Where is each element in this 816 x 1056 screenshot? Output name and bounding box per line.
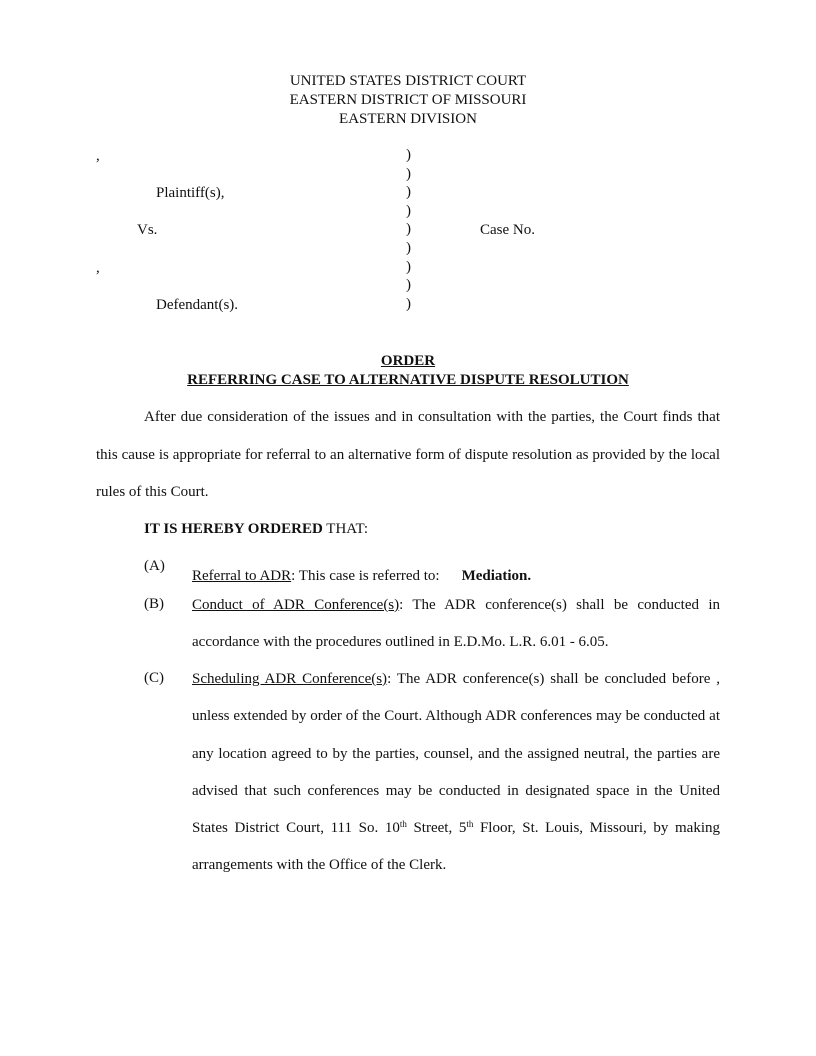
item-b-text: : The ADR conference(s) shall be conducted in accordance with the procedures outlined in E.D.Mo. L.R. 6.01 - 6.05. xyxy=(192,597,721,651)
court-name: UNITED STATES DISTRICT COURT xyxy=(289,73,527,89)
court-header xyxy=(0,72,816,129)
item-c-text-3: Street, 5 xyxy=(406,820,467,837)
caption-paren: ) xyxy=(406,239,411,256)
caption-parentheses xyxy=(406,146,411,313)
defendant-name-blank: , xyxy=(96,260,100,276)
caption-paren: ) xyxy=(406,258,411,275)
plaintiff-label: Plaintiff(s), xyxy=(156,185,225,201)
case-number-label: Case No. xyxy=(480,222,535,238)
defendant-label: Defendant(s). xyxy=(156,297,239,313)
caption-paren: ) xyxy=(406,184,411,201)
versus-label: Vs. xyxy=(137,222,158,238)
item-c-text-2: , unless extended by order of the Court. Although ADR conferences may be conducted at any location agreed to by the parties, counsel, and the assigned neutral, the parties are advised that such conferences may be conducted in designated space in the United States District Court, 111 So. 10 xyxy=(192,671,720,837)
item-b-label: (B) xyxy=(144,596,164,612)
ordered-clause xyxy=(144,511,768,549)
item-a-label: (A) xyxy=(144,558,165,574)
caption-paren: ) xyxy=(406,295,411,312)
item-a-text: : This case is referred to: xyxy=(291,568,440,584)
order-title-line2: REFERRING CASE TO ALTERNATIVE DISPUTE RESOLUTION xyxy=(187,372,629,388)
item-c-sup-1: th xyxy=(399,819,407,830)
ordered-rest: THAT: xyxy=(322,521,369,537)
caption-paren: ) xyxy=(406,165,411,182)
intro-paragraph: After due consideration of the issues and in consultation with the parties, the Court finds that this cause is appropriate for referral to an alternative form of dispute resolution as provided by the local rules of this Court. xyxy=(96,409,720,500)
caption-paren: ) xyxy=(406,277,411,294)
item-c-text-4: Floor, St. Louis, Missouri, by making arrangements with the Office of the Clerk. xyxy=(192,820,720,874)
item-b-body xyxy=(192,587,720,662)
item-b-heading: Conduct of ADR Conference(s) xyxy=(192,597,400,613)
item-c-body xyxy=(192,661,720,885)
item-c-label: (C) xyxy=(144,670,164,686)
order-title xyxy=(0,352,816,390)
item-c-heading: Scheduling ADR Conference(s) xyxy=(192,671,388,687)
court-district: EASTERN DISTRICT OF MISSOURI xyxy=(289,92,527,108)
plaintiff-name-blank: , xyxy=(96,148,100,164)
item-a-heading: Referral to ADR xyxy=(192,568,292,584)
case-caption xyxy=(0,146,816,322)
caption-paren: ) xyxy=(406,147,411,163)
item-c-text-1: : The ADR conference(s) shall be concluded before xyxy=(387,671,711,687)
order-title-line1: ORDER xyxy=(380,353,436,369)
caption-paren: ) xyxy=(406,202,411,219)
ordered-bold: IT IS HEREBY ORDERED xyxy=(144,521,323,537)
caption-paren: ) xyxy=(406,221,411,238)
item-c-sup-2: th xyxy=(466,819,474,830)
court-division: EASTERN DIVISION xyxy=(339,111,477,127)
adr-method: Mediation. xyxy=(461,568,532,584)
